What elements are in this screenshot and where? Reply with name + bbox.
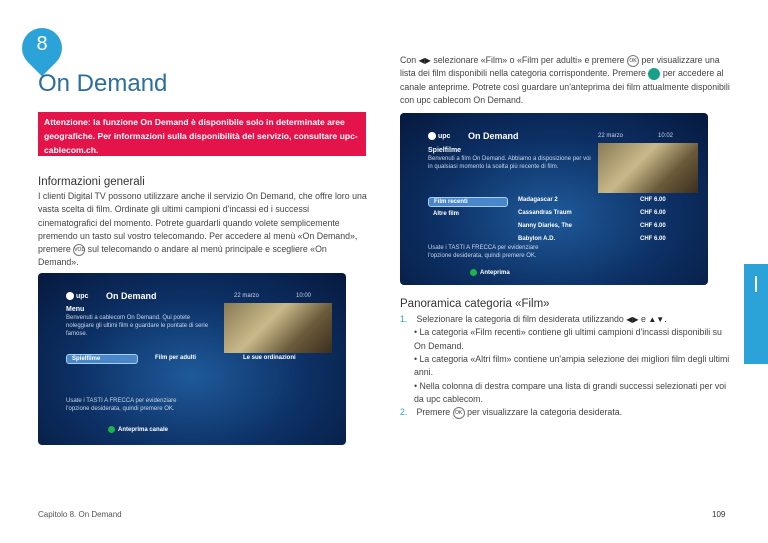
warning-box: Attenzione: la funzione On Demand è disponibile solo in determinate aree geografiche. Per informazioni sulla disponibilità del servizio, consultare upc-cablecom.ch.: [38, 112, 366, 156]
tv-menu-label: Menu: [66, 306, 85, 313]
upc-logo: upc: [428, 132, 450, 140]
green-key-icon: [470, 269, 477, 276]
tv-category-recent: Film recenti: [428, 197, 508, 207]
tv-date: 22 marzo: [598, 133, 624, 139]
step-number: 2.: [400, 407, 408, 418]
bullet-item: • La categoria «Altri film» contiene un'ampia selezione dei migliori film degli ultimi anni.: [414, 353, 730, 378]
tv-tab-orders: Le sue ordinazioni: [243, 355, 296, 361]
tv-title: On Demand: [468, 131, 519, 141]
tv-category-other: Altre film: [433, 211, 460, 217]
section-heading-film: Panoramica categoria «Film»: [400, 298, 550, 310]
tv-preview: Anteprima: [470, 269, 510, 276]
step-2: 2. Premere OK per visualizzare la categoria desiderata.: [400, 406, 735, 419]
bullet-item: • La categoria «Film recenti» contiene gli ultimi campioni d'incassi disponibili su On Demand.: [414, 327, 722, 351]
movie-poster: [598, 143, 698, 193]
ok-key-icon: OK: [453, 407, 465, 419]
step-number: 1.: [400, 314, 408, 324]
tv-preview: Anteprima canale: [108, 426, 168, 433]
tv-section-text: Benvenuti a film On Demand. Abbiamo a disposizione per voi in qualsiasi momento la scelta più recente di film.: [428, 156, 591, 170]
movie-poster: [224, 303, 332, 353]
tv-movie-price: CHF 6.00: [640, 210, 666, 216]
vod-key-icon: VOD: [73, 244, 85, 256]
tv-hint: Usate i TASTI A FRECCA per evidenziare l'opzione desiderata, quindi premere OK.: [428, 245, 539, 259]
page-title: On Demand: [38, 70, 168, 97]
instructions-list: [400, 313, 735, 419]
step-1: 1. Selezionare la categoria di film desiderata utilizzando ◀▶ e ▲▼.: [400, 313, 735, 326]
ok-key-icon: OK: [627, 55, 639, 67]
page-number: 109: [712, 510, 726, 519]
side-tab-mark: [755, 276, 757, 292]
arrow-up-down-icon: ▲▼: [648, 315, 665, 325]
tv-tab-adult: Film per adulti: [155, 355, 197, 361]
tv-movie-title: Cassandras Traum: [518, 210, 572, 216]
section-heading: Informazioni generali: [38, 176, 145, 188]
bullet-item: • Nella colonna di destra compare una lista di grandi successi selezionati per voi da upc cablecom.: [414, 380, 727, 404]
intro-paragraph: I clienti Digital TV possono utilizzare anche il servizio On Demand, che offre loro una vasta scelta di film. Ordinate gli ultimi campioni d'incassi ed i successi cinematografici del momento. Potrete guardarli quando volete semplicemente premendo un tasto sul vostro telecomando. Per accedere al menù «On Demand», premere VOD sul telecomando o andare al menù principale e scegliere «On Demand».: [38, 191, 367, 268]
arrow-left-right-icon: ◀▶: [418, 56, 431, 66]
tv-movie-price: CHF 6.00: [640, 223, 666, 229]
upc-logo: upc: [66, 292, 88, 300]
tv-time: 10:00: [296, 293, 312, 299]
tv-hint: Usate i TASTI A FRECCA per evidenziare l'opzione desiderata, quindi premere OK.: [66, 398, 177, 412]
tv-menu-text: Benvenuti a cablecom On Demand. Qui potete noleggiare gli ultimi film e guardare le puntate di serie famose.: [66, 315, 209, 337]
tv-section-label: Spielfilme: [428, 147, 462, 154]
tv-tab-spielfilme: Spielfilme: [66, 354, 138, 364]
right-intro-paragraph: Con ◀▶ selezionare «Film» o «Film per adulti» e premere OK per visualizzare una lista dei film disponibili nella categoria corrispondente. Premere per accedere al canale anteprime. Potrete così guardare un'anteprima dei film attualmente disponibili con upc cablecom On Demand.: [400, 55, 730, 105]
tv-movie-title: Nanny Diaries, The: [518, 223, 573, 229]
tv-screenshot-menu: [38, 273, 346, 445]
tv-screenshot-film: [400, 113, 708, 285]
tv-date: 22 marzo: [234, 293, 260, 299]
tv-movie-title: Madagascar 2: [518, 197, 558, 203]
footer-chapter: Capitolo 8. On Demand: [38, 510, 122, 519]
green-key-icon: [648, 68, 660, 80]
tv-movie-title: Babylon A.D.: [518, 236, 556, 242]
tv-movie-price: CHF 6.00: [640, 197, 666, 203]
arrow-left-right-icon: ◀▶: [626, 315, 639, 325]
green-key-icon: [108, 426, 115, 433]
tv-movie-price: CHF 6.00: [640, 236, 666, 242]
tv-time: 10:02: [658, 133, 674, 139]
tv-title: On Demand: [106, 291, 157, 301]
chapter-number: 8: [36, 33, 48, 55]
